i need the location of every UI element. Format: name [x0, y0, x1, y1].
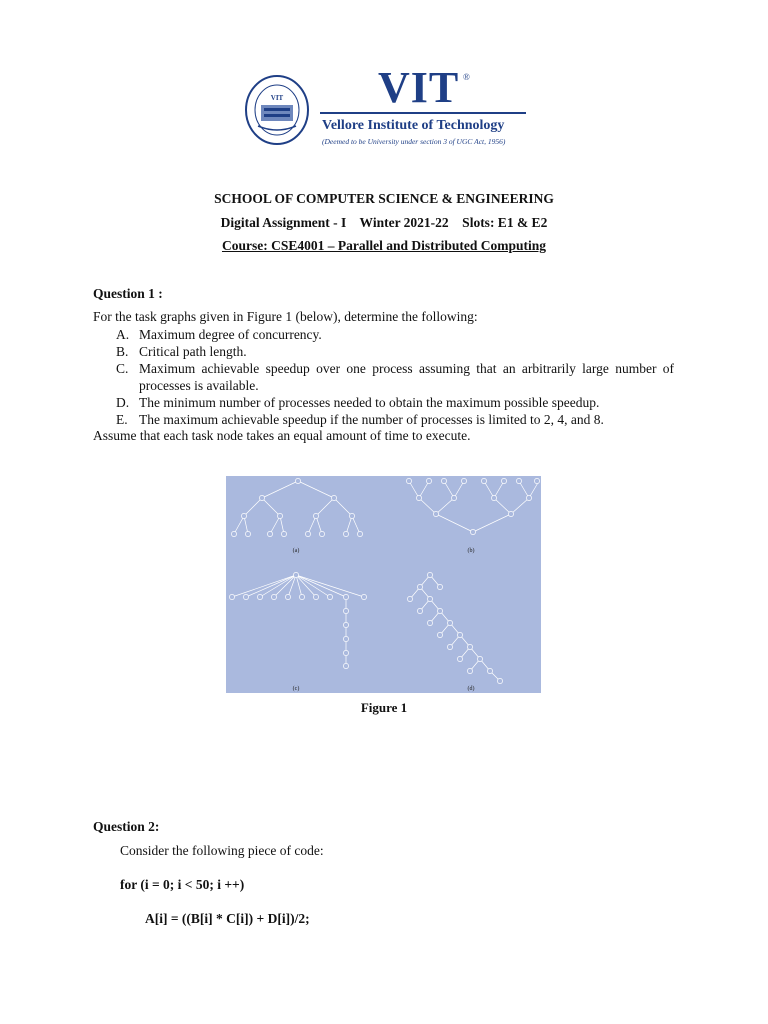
- institute-name: Vellore Institute of Technology: [322, 118, 505, 133]
- logo-word: VIT: [378, 63, 460, 112]
- course-line: Course: CSE4001 – Parallel and Distributed Computing: [221, 238, 547, 253]
- list-item: [116, 326, 674, 343]
- question-1-assumption: Assume that each task node takes an equal amount of time to execute.: [93, 428, 471, 443]
- list-item: [116, 360, 674, 394]
- figure-label-d: (d): [467, 686, 475, 692]
- list-item-text: Critical path length.: [139, 344, 247, 359]
- vit-seal-logo: [244, 74, 310, 146]
- question-1-list: [116, 326, 674, 428]
- assignment-line: Digital Assignment - I Winter 2021-22 Slots: E1 & E2: [220, 215, 548, 230]
- school-heading: SCHOOL OF COMPUTER SCIENCE & ENGINEERING: [214, 191, 554, 206]
- figure-label-a: (a): [292, 548, 300, 554]
- list-item-letter: A.: [116, 327, 130, 342]
- seal-center-text: VIT: [270, 94, 284, 102]
- list-item-text: Maximum degree of concurrency.: [139, 327, 322, 342]
- list-item: [116, 411, 674, 428]
- institute-tagline: (Deemed to be University under section 3 of UGC Act, 1956): [322, 137, 506, 146]
- question-1-title: Question 1 :: [93, 286, 163, 301]
- question-1-intro: For the task graphs given in Figure 1 (below), determine the following:: [93, 309, 478, 324]
- figure-caption: Figure 1: [360, 700, 408, 715]
- list-item-text: Maximum achievable speedup over one process assuming that an arbitrarily large number of processes is available.: [139, 361, 674, 393]
- figure-label-c: (c): [292, 686, 300, 692]
- code-line-2: A[i] = ((B[i] * C[i]) + D[i])/2;: [145, 911, 310, 926]
- question-2-intro: Consider the following piece of code:: [120, 843, 324, 858]
- list-item-letter: C.: [116, 361, 129, 376]
- code-line-1: for (i = 0; i < 50; i ++): [120, 877, 245, 892]
- list-item-letter: D.: [116, 395, 130, 410]
- list-item-text: The maximum achievable speedup if the number of processes is limited to 2, 4, and 8.: [139, 412, 604, 427]
- list-item-letter: E.: [116, 412, 128, 427]
- list-item: [116, 343, 674, 360]
- figure-label-b: (b): [467, 548, 475, 554]
- registered-mark: ®: [463, 72, 470, 82]
- list-item: [116, 394, 674, 411]
- question-2-title: Question 2:: [93, 819, 160, 834]
- list-item-letter: B.: [116, 344, 129, 359]
- logo-rule: [320, 112, 526, 114]
- list-item-text: The minimum number of processes needed to obtain the maximum possible speedup.: [139, 395, 600, 410]
- task-graph-figure: [226, 476, 541, 693]
